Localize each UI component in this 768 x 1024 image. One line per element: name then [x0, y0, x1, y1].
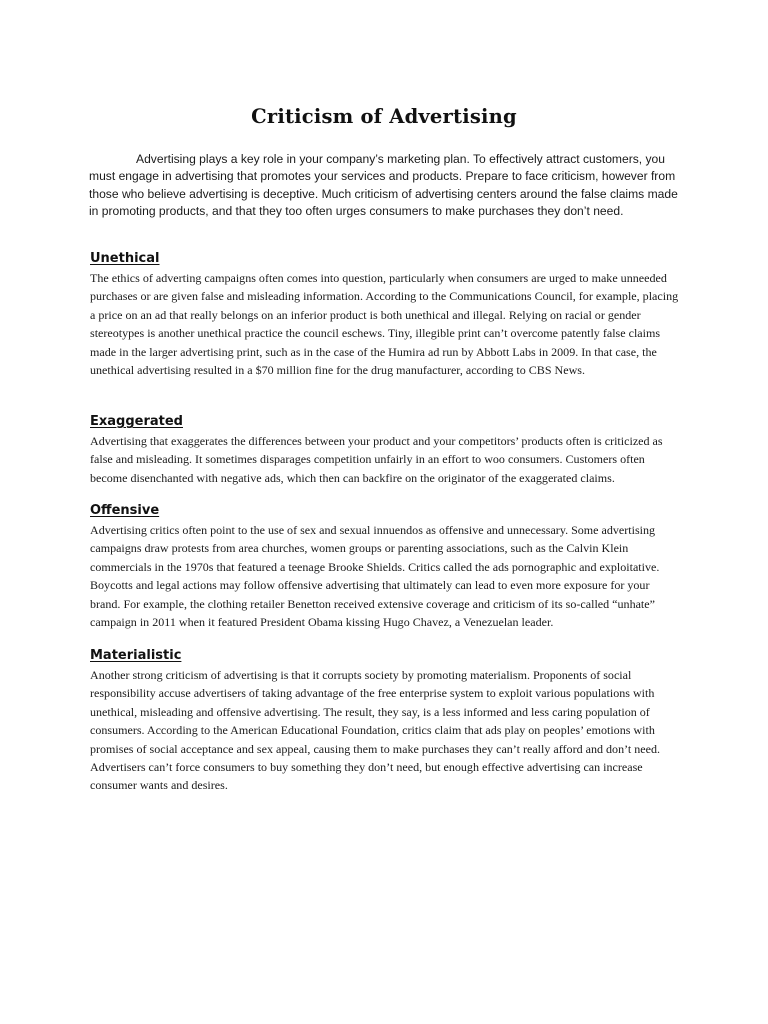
section-body-unethical: The ethics of adverting campaigns often comes into question, particularly when consumers are urged to make unneeded purchases or are given false and misleading information. According to the Communications Council, for example, placing a price on an ad that really belongs on an inferior product is both unethical and illegal. Relying on racial or gender stereotypes is another unethical practice the council eschews. Tiny, illegible print can’t overcome patently false claims made in the larger advertising print, such as in the case of the Humira ad run by Abbott Labs in 2009. In that case, the unethical advertising resulted in a $70 million fine for the drug manufacturer, according to CBS News. — [90, 271, 679, 378]
section-body-materialistic: Another strong criticism of advertising is that it corrupts society by promoting materialism. Proponents of social responsibility accuse advertisers of taking advantage of the free enterprise system to exploit various populations with unethical, misleading and offensive advertising. The result, they say, is a less informed and less caring population of consumers. According to the American Educational Foundation, critics claim that ads play on peoples’ emotions with promises of social acceptance and sex appeal, causing them to make purchases they can’t really afford and don’t need. Advertisers can’t force consumers to buy something they don’t need, but enough effective advertising can increase consumer wants and desires. — [90, 668, 661, 793]
section-heading-offensive: Offensive — [90, 503, 160, 518]
section-heading-materialistic: Materialistic — [90, 648, 182, 663]
section-body-offensive: Advertising critics often point to the use of sex and sexual innuendos as offensive and unnecessary. Some advertising campaigns draw protests from area churches, women groups or parenting associations, such as the Calvin Klein commercials in the 1970s that featured a teenage Brooke Shields. Critics called the ads pornographic and exploitative. Boycotts and legal actions may follow offensive advertising that ultimately can lead to even more exposure for your brand. For example, the clothing retailer Benetton received extensive coverage and criticism of its so-called “unhate” campaign in 2011 when it featured President Obama kissing Hugo Chavez, a Venezuelan leader. — [90, 523, 660, 630]
section-heading-unethical: Unethical — [90, 251, 160, 266]
section-body-exaggerated: Advertising that exaggerates the differences between your product and your competitors’ products often is criticized as false and misleading. It sometimes disparages competition unfairly in an effort to woo consumers. Customers often become disenchanted with negative ads, which then can backfire on the originator of the exaggerated claims. — [90, 434, 663, 485]
document-title: Criticism of Advertising — [251, 105, 517, 129]
intro-paragraph: Advertising plays a key role in your company’s marketing plan. To effectively attract customers, you must engage in advertising that promotes your services and products. Prepare to face criticism, however from those who believe advertising is deceptive. Much criticism of advertising centers around the false claims made in promoting products, and that they too often urges consumers to make purchases they don’t need. — [89, 152, 678, 219]
section-heading-exaggerated: Exaggerated — [90, 414, 183, 429]
